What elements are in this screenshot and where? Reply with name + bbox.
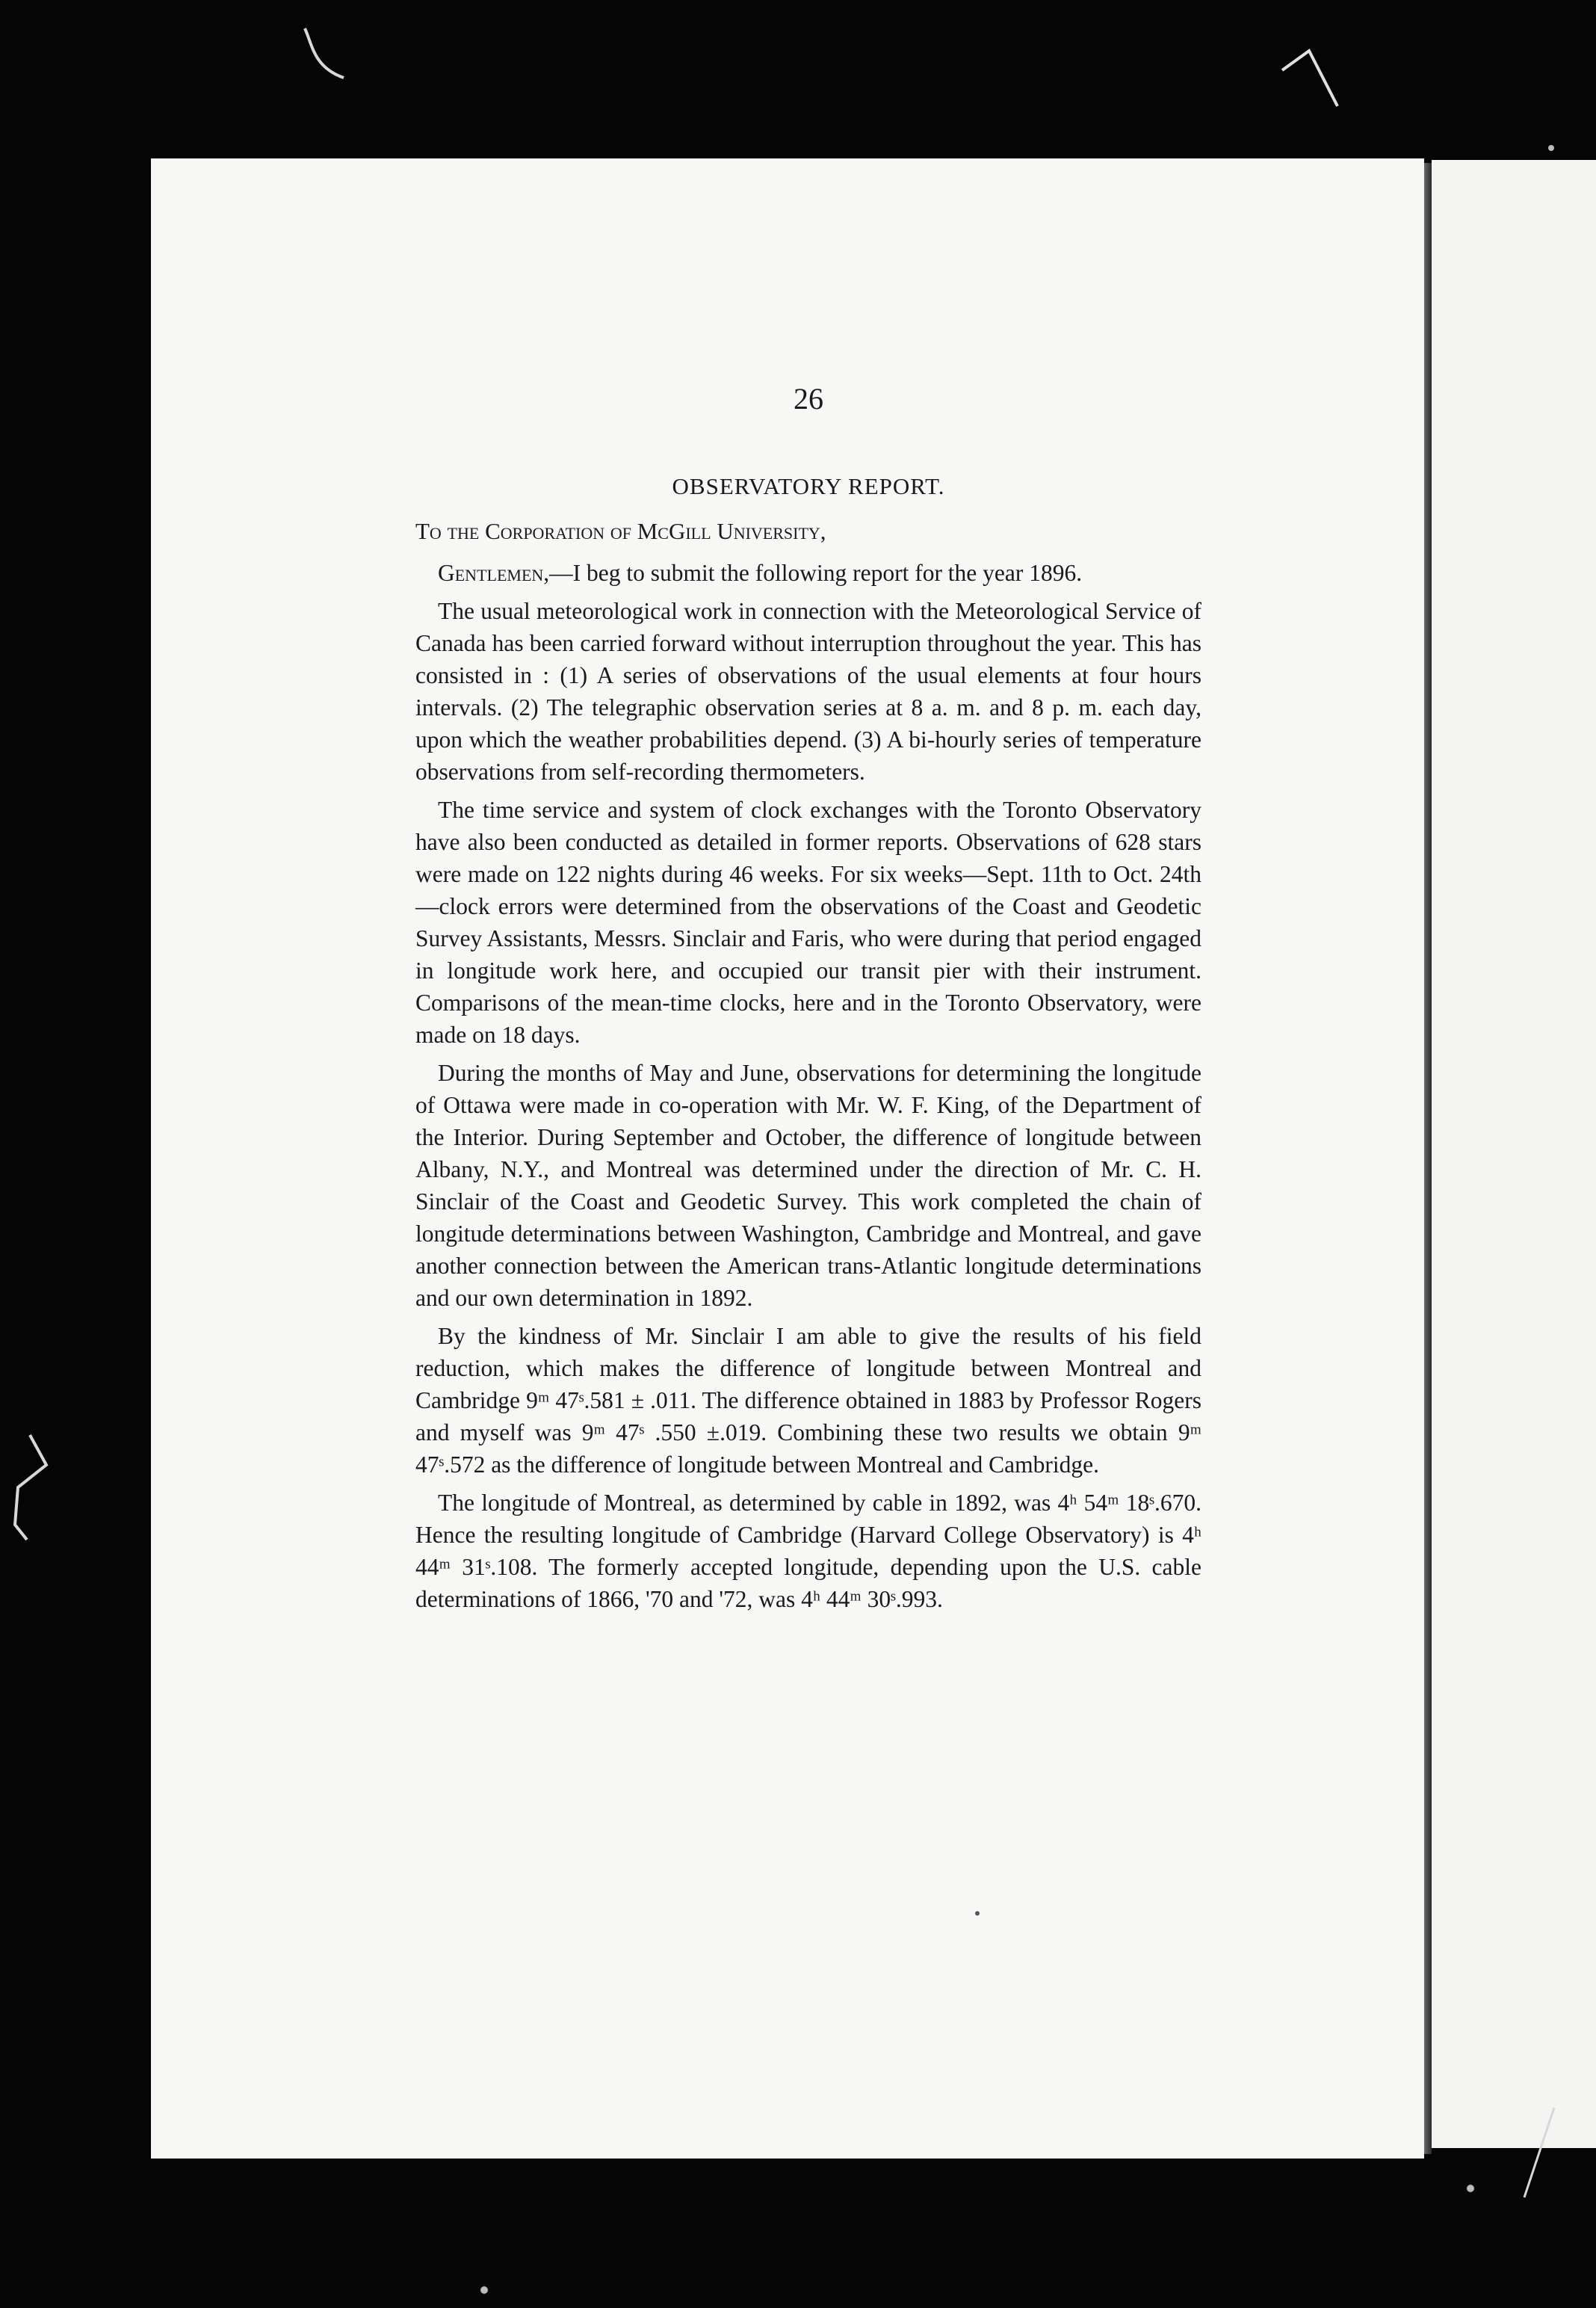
page-number: 26 xyxy=(794,382,823,416)
paragraph-field-reduction: By the kindness of Mr. Sinclair I am able to give the results of his field reduction, which makes the difference of longitude between Montreal and Cambridge 9ᵐ 47ˢ.581 ± .011. The difference obtained in 1883 by Professor Rogers and myself was 9ᵐ 47ˢ .550 ±.019. Combining these two results we obtain 9ᵐ 47ˢ.572 as the difference of longitude between Montreal and Cambridge. xyxy=(415,1323,1201,1478)
opening-paragraph xyxy=(415,557,1201,589)
paragraph-time-service: The time service and system of clock exchanges with the Toronto Observatory have also been conducted as detailed in former reports. Observations of 628 stars were made on 122 nights during 46 weeks. For six weeks—Sept. 11th to Oct. 24th—clock errors were determined from the observations of the Coast and Geodetic Survey Assistants, Messrs. Sinclair and Faris, who were during that period engaged in longitude work here, and occupied our transit pier with their instrument. Comparisons of the mean-time clocks, here and in the Toronto Observatory, were made on 18 days. xyxy=(415,797,1201,1048)
salutation: To the Corporation of McGill University, xyxy=(415,518,826,544)
opening-text: —I beg to submit the following report for the year 1896. xyxy=(549,560,1083,586)
report-text xyxy=(415,381,1201,1621)
paragraph-meteorological: The usual meteorological work in connection with the Meteorological Service of Canada has been carried forward without interruption throughout the year. This has consisted in : (1) A series of observations of the usual elements at four hours intervals. (2) The telegraphic observation series at 8 a. m. and 8 p. m. each day, upon which the weather probabilities depend. (3) A bi-hourly series of temperature observations from self-recording thermometers. xyxy=(415,598,1201,785)
report-title: OBSERVATORY REPORT. xyxy=(672,473,945,499)
paragraph-cable-longitude: The longitude of Montreal, as determined by cable in 1892, was 4ʰ 54ᵐ 18ˢ.670. Hence the resulting longitude of Cambridge (Harvard College Observatory) is 4ʰ 44ᵐ 31ˢ.108. The formerly accepted longitude, depending upon the U.S. cable determinations of 1866, '70 and '72, was 4ʰ 44ᵐ 30ˢ.993. xyxy=(415,1490,1201,1612)
greeting: Gentlemen, xyxy=(438,560,550,586)
paragraph-longitude-work: During the months of May and June, observations for determining the longitude of Ottawa were made in co-operation with Mr. W. F. King, of the Department of the Interior. During September and October, the difference of longitude between Albany, N.Y., and Montreal was determined under the direction of Mr. C. H. Sinclair of the Coast and Geodetic Survey. This work completed the chain of longitude determinations between Washington, Cambridge and Montreal, and gave another connection between the American trans-Atlantic longitude determinations and our own determination in 1892. xyxy=(415,1060,1201,1311)
